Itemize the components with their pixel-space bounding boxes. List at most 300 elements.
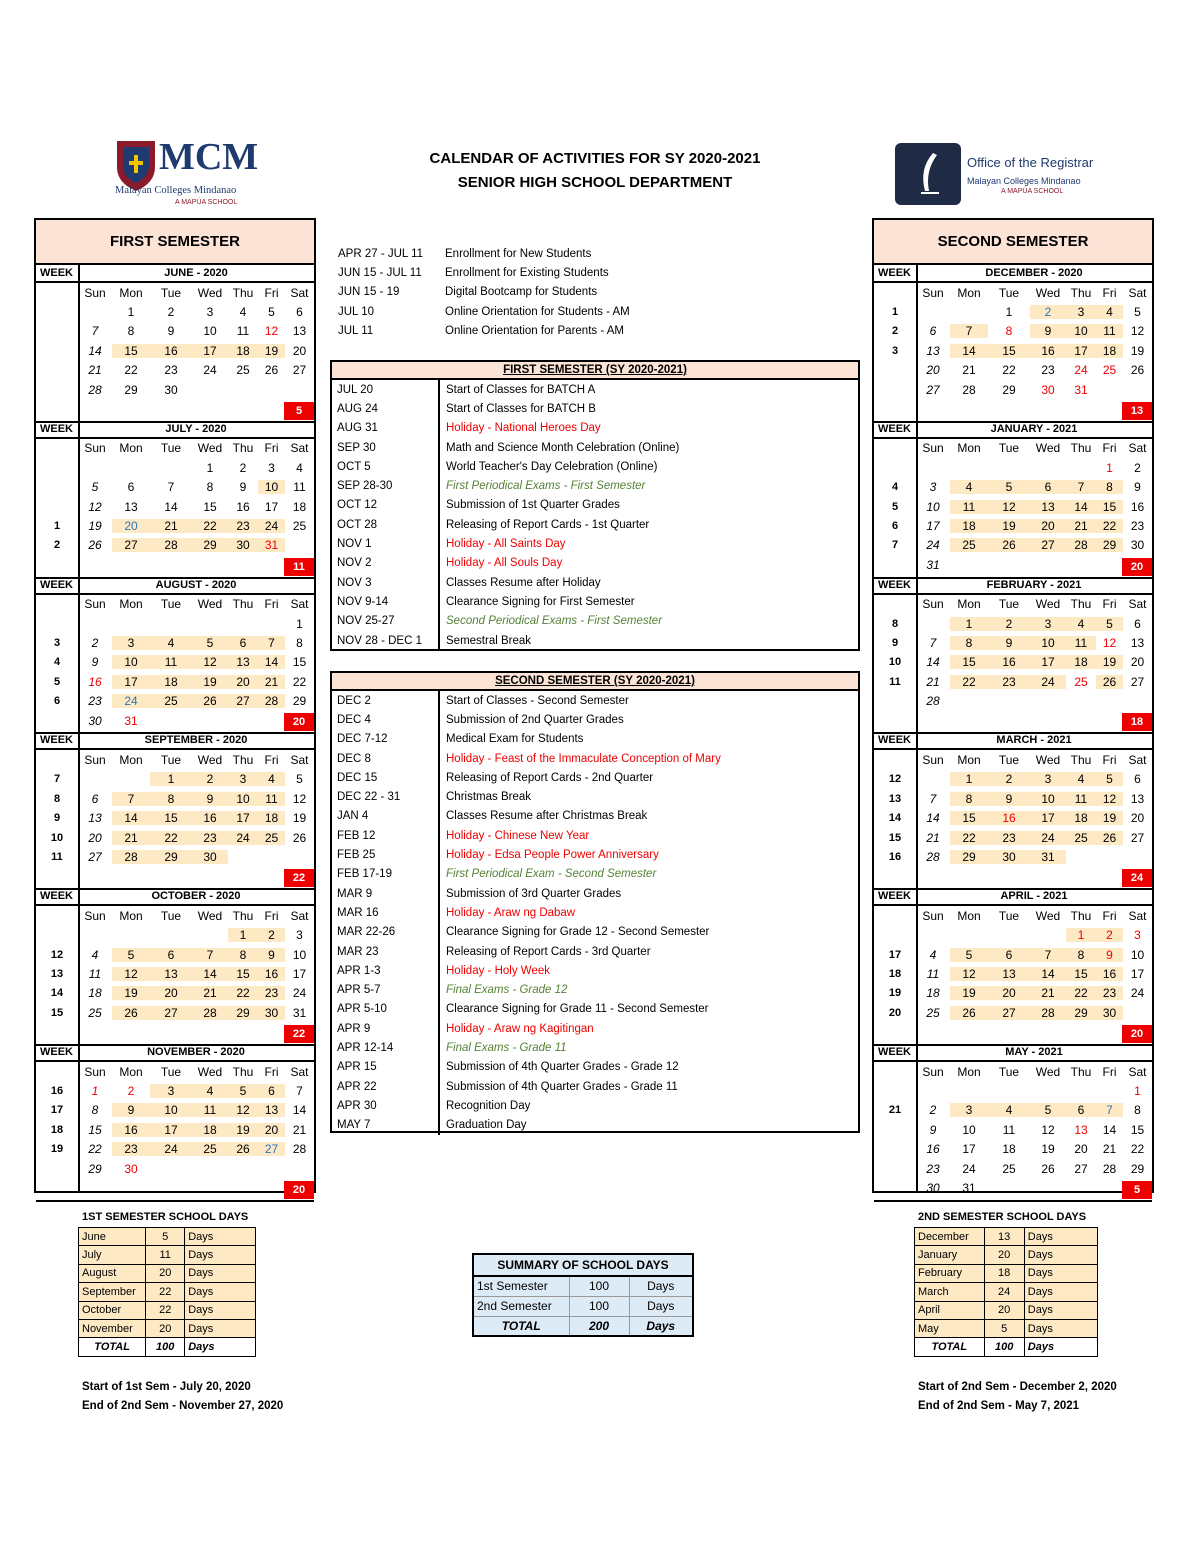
day-cell: 27 (88, 850, 102, 865)
summary-unit: Days (629, 1296, 693, 1316)
weekday-label: Wed (197, 1064, 223, 1079)
activity-desc: Recognition Day (446, 1099, 531, 1112)
calendar-week-row (874, 964, 1152, 983)
calendar-week-row (36, 536, 314, 555)
activity-desc: First Periodical Exam - Second Semester (446, 868, 657, 881)
day-cell: 3 (929, 480, 937, 495)
day-cell: 1 (1106, 460, 1113, 475)
month-block (874, 421, 1152, 577)
day-cell: 28 (926, 694, 940, 709)
day-cell: 2 (91, 636, 99, 651)
day-cell: 9 (112, 1103, 150, 1117)
weekday-row (36, 750, 314, 769)
activity-date: MAR 23 (332, 942, 440, 961)
day-cell: 7 (91, 324, 99, 339)
week-number: 10 (888, 656, 902, 669)
summary-title: SUMMARY OF SCHOOL DAYS (473, 1254, 693, 1276)
day-cell: 6 (91, 791, 99, 806)
weekday-label: Wed (1035, 285, 1061, 300)
weekday-label: Mon (119, 908, 143, 923)
day-cell: 5 (950, 948, 988, 962)
day-cell: 24 (926, 538, 940, 553)
day-cell: 10 (150, 1103, 192, 1117)
day-cell: 19 (228, 1123, 258, 1137)
day-cell: 7 (112, 792, 150, 806)
calendar-week-row (874, 672, 1152, 691)
weekday-label: Thu (1070, 597, 1092, 612)
month-name: JANUARY - 2021 (990, 422, 1078, 435)
weekday-label: Sat (1128, 285, 1147, 300)
day-cell: 13 (292, 324, 307, 339)
month-day-count: 20 (284, 1181, 314, 1199)
activity-row (332, 515, 858, 534)
day-cell: 11 (88, 967, 102, 982)
day-cell: 31 (292, 1005, 307, 1020)
calendar-week-row (874, 847, 1152, 866)
day-cell: 25 (1102, 363, 1117, 378)
calendar-week-row (874, 692, 1152, 711)
calendar-week-row (36, 770, 314, 789)
day-cell: 7 (192, 948, 228, 962)
activity-row (332, 1019, 858, 1038)
month-day-count: 11 (284, 558, 314, 576)
activity-date: NOV 25-27 (332, 612, 440, 631)
day-cell: 14 (258, 655, 285, 669)
day-cell: 9 (988, 792, 1030, 806)
weekday-label: Thu (1070, 753, 1092, 768)
day-cell: 9 (1096, 948, 1123, 962)
calendar-week-row (874, 633, 1152, 652)
day-cell: 23 (228, 519, 258, 533)
weekday-label: Fri (1102, 753, 1117, 768)
mcm-subtitle: Malayan Colleges Mindanao (115, 185, 237, 196)
day-cell: 31 (258, 538, 285, 552)
calendar-week-row (36, 653, 314, 672)
day-cell: 27 (228, 694, 258, 708)
activity-date: MAR 9 (332, 884, 440, 903)
day-cell: 28 (88, 382, 102, 397)
day-cell: 7 (929, 791, 937, 806)
day-cell: 4 (950, 480, 988, 494)
weekday-row (874, 1062, 1152, 1081)
day-cell: 15 (1066, 967, 1096, 981)
calendar-week-row (874, 478, 1152, 497)
week-number: 12 (50, 948, 64, 961)
day-cell: 19 (192, 675, 228, 689)
day-cell: 4 (1066, 772, 1096, 786)
day-cell: 3 (112, 636, 150, 650)
first-semester-activities-title: FIRST SEMESTER (SY 2020-2021) (503, 364, 687, 376)
day-cell: 28 (962, 382, 976, 397)
activity-desc: Enrollment for Existing Students (445, 266, 609, 279)
activity-row (332, 807, 858, 826)
day-cell: 11 (1066, 792, 1096, 806)
day-cell: 20 (926, 363, 940, 378)
day-cell: 5 (1096, 617, 1123, 631)
activity-row (332, 1058, 858, 1077)
activity-date: JAN 4 (332, 807, 440, 826)
activity-date: SEP 28-30 (332, 476, 440, 495)
weekday-label: Tue (160, 753, 182, 768)
day-cell: 11 (150, 655, 192, 669)
weekday-row (874, 595, 1152, 614)
calendar-week-row (874, 809, 1152, 828)
day-cell: 6 (127, 480, 135, 495)
note-end-sem: End of 2nd Sem - November 27, 2020 (82, 1400, 284, 1412)
weekday-label: Sat (290, 1064, 309, 1079)
day-cell: 8 (1066, 948, 1096, 962)
day-cell: 18 (1002, 1142, 1016, 1157)
day-cell: 26 (1041, 1161, 1055, 1176)
day-cell: 15 (950, 811, 988, 825)
day-cell: 27 (112, 538, 150, 552)
day-cell: 7 (929, 636, 937, 651)
day-cell: 2 (929, 1103, 937, 1118)
day-cell: 13 (150, 967, 192, 981)
activity-desc: Christmas Break (446, 791, 531, 804)
week-number: 11 (889, 675, 901, 688)
weekday-label: Sun (84, 908, 106, 923)
activity-desc: Start of Classes for BATCH B (446, 402, 596, 415)
registrar-tagline: A MAPÚA SCHOOL (1001, 188, 1064, 195)
calendar-week-row (36, 399, 314, 418)
day-cell: 20 (150, 986, 192, 1000)
day-cell: 12 (1041, 1122, 1055, 1137)
activity-row (332, 438, 858, 457)
calendar-week-row (874, 770, 1152, 789)
activity-row (332, 1077, 858, 1096)
day-cell: 30 (192, 850, 228, 864)
weekday-label: Sat (1128, 597, 1147, 612)
day-cell: 19 (950, 986, 988, 1000)
day-cell: 1 (1134, 1084, 1141, 1099)
weekday-label: Sun (922, 441, 944, 456)
weekday-label: Fri (264, 285, 279, 300)
activity-row (332, 631, 858, 650)
day-cell: 6 (1134, 772, 1141, 787)
day-cell: 28 (1030, 1006, 1066, 1020)
calendar-week-row (36, 692, 314, 711)
day-cell: 10 (292, 947, 307, 962)
day-cell: 22 (124, 363, 138, 378)
activity-row (332, 612, 858, 631)
day-cell: 13 (88, 811, 102, 826)
days-row (915, 1319, 1098, 1337)
days-row (915, 1301, 1098, 1319)
day-cell: 10 (926, 499, 940, 514)
activity-date: APR 5-7 (332, 980, 440, 999)
weekday-row (36, 1062, 314, 1081)
day-cell: 12 (192, 655, 228, 669)
activity-row (333, 244, 861, 263)
week-number: 13 (50, 968, 64, 981)
weekday-label: Thu (1070, 441, 1092, 456)
activity-date: FEB 17-19 (332, 865, 440, 884)
day-cell: 15 (228, 967, 258, 981)
days-month: January (915, 1246, 985, 1264)
first-sem-days-table (78, 1227, 256, 1357)
month-block (874, 265, 1152, 421)
days-count: 13 (984, 1228, 1024, 1246)
week-number: 9 (891, 637, 899, 650)
day-cell: 26 (1096, 831, 1123, 845)
activity-date: NOV 28 - DEC 1 (332, 631, 440, 650)
activity-row (332, 710, 858, 729)
week-label: WEEK (40, 1045, 73, 1058)
day-cell: 15 (88, 1122, 102, 1137)
day-cell: 25 (258, 831, 285, 845)
activity-row (332, 730, 858, 749)
weekday-label: Tue (998, 285, 1020, 300)
day-cell: 18 (258, 811, 285, 825)
activity-row (332, 534, 858, 553)
registrar-logo (895, 143, 1120, 205)
day-cell: 8 (1134, 1103, 1141, 1118)
day-cell: 27 (258, 1142, 285, 1156)
day-cell: 25 (292, 519, 307, 534)
day-cell: 17 (150, 1123, 192, 1137)
day-cell: 26 (88, 538, 102, 553)
weekday-label: Sun (922, 753, 944, 768)
mcm-logo (115, 133, 265, 211)
day-cell: 30 (1130, 538, 1145, 553)
days-row (915, 1228, 1098, 1246)
calendar-week-row (874, 341, 1152, 360)
second-semester-activities-title: SECOND SEMESTER (SY 2020-2021) (495, 675, 695, 687)
activity-desc: Holiday - National Heroes Day (446, 422, 601, 435)
activity-desc: Final Exams - Grade 11 (446, 1041, 567, 1054)
activity-desc: Medical Exam for Students (446, 733, 584, 746)
day-cell: 22 (950, 831, 988, 845)
activity-date: SEP 30 (332, 438, 440, 457)
day-cell: 12 (1102, 636, 1117, 651)
day-cell: 22 (1002, 363, 1016, 378)
week-number: 17 (50, 1104, 64, 1117)
day-cell: 3 (296, 928, 303, 943)
weekday-label: Tue (998, 908, 1020, 923)
day-cell: 5 (1134, 305, 1141, 320)
day-cell: 28 (292, 1142, 307, 1157)
calendar-week-row (36, 1120, 314, 1139)
month-day-count: 18 (1122, 713, 1152, 731)
day-cell: 5 (228, 1084, 258, 1098)
day-cell: 14 (950, 344, 988, 358)
weekday-label: Tue (160, 908, 182, 923)
day-cell: 22 (150, 831, 192, 845)
day-cell: 27 (1074, 1161, 1088, 1176)
day-cell: 23 (164, 363, 178, 378)
activity-date: DEC 15 (332, 768, 440, 787)
day-cell: 16 (1030, 344, 1066, 358)
day-cell: 18 (926, 986, 940, 1001)
day-cell: 16 (112, 1123, 150, 1137)
weekday-label: Sat (290, 285, 309, 300)
weekday-label: Wed (1035, 597, 1061, 612)
activity-date: OCT 28 (332, 515, 440, 534)
month-header (36, 421, 314, 439)
summary-value: 100 (569, 1296, 629, 1316)
days-unit: Days (1024, 1319, 1097, 1337)
day-cell: 14 (292, 1103, 307, 1118)
day-cell: 8 (228, 948, 258, 962)
day-cell: 24 (1130, 986, 1145, 1001)
activity-desc: Holiday - All Saints Day (446, 538, 566, 551)
weekday-row (36, 906, 314, 925)
day-cell: 11 (950, 500, 988, 514)
summary-value: 100 (569, 1276, 629, 1296)
day-cell: 21 (1066, 519, 1096, 533)
calendar-week-row (874, 1140, 1152, 1159)
weekday-label: Fri (1102, 441, 1117, 456)
weekday-label: Sat (290, 908, 309, 923)
weekday-label: Wed (197, 441, 223, 456)
activity-date: NOV 3 (332, 573, 440, 592)
day-cell: 23 (1130, 519, 1145, 534)
month-header (36, 732, 314, 750)
calendar-week-row (874, 361, 1152, 380)
weekday-label: Thu (232, 597, 254, 612)
day-cell: 14 (192, 967, 228, 981)
activity-row (332, 1038, 858, 1057)
day-cell: 8 (950, 636, 988, 650)
week-number: 9 (53, 812, 61, 825)
quill-icon (895, 143, 961, 205)
days-month: June (79, 1228, 146, 1246)
month-block (874, 1044, 1152, 1200)
day-cell: 26 (292, 830, 307, 845)
activity-desc: Clearance Signing for Grade 12 - Second Semester (446, 926, 710, 939)
days-count: 20 (146, 1264, 185, 1282)
day-cell: 19 (988, 519, 1030, 533)
day-cell: 1 (150, 772, 192, 786)
day-cell: 11 (1066, 636, 1096, 650)
weekday-label: Wed (1035, 1064, 1061, 1079)
activity-date: JUL 20 (332, 380, 440, 399)
activity-row (332, 865, 858, 884)
day-cell: 17 (962, 1142, 976, 1157)
week-number: 19 (888, 987, 902, 1000)
day-cell: 5 (91, 480, 99, 495)
week-number: 6 (891, 520, 899, 533)
activity-desc: Second Periodical Exams - First Semester (446, 615, 663, 628)
day-cell: 6 (1030, 480, 1066, 494)
activity-date: FEB 12 (332, 826, 440, 845)
weekday-label: Wed (197, 285, 223, 300)
day-cell: 18 (1096, 344, 1123, 358)
calendar-week-row (36, 380, 314, 399)
day-cell: 1 (1005, 305, 1013, 320)
day-cell: 19 (112, 986, 150, 1000)
calendar-week-row (874, 302, 1152, 321)
days-month: April (915, 1301, 985, 1319)
day-cell: 31 (1030, 850, 1066, 864)
calendar-week-row (874, 653, 1152, 672)
weekday-label: Mon (119, 753, 143, 768)
day-cell: 24 (203, 363, 217, 378)
summary-label: 1st Semester (473, 1276, 569, 1296)
days-unit: Days (185, 1264, 256, 1282)
day-cell: 25 (1002, 1161, 1016, 1176)
day-cell: 9 (929, 1122, 937, 1137)
month-name: NOVEMBER - 2020 (147, 1045, 245, 1058)
calendar-week-row (874, 711, 1152, 730)
month-header (874, 732, 1152, 750)
month-name: DECEMBER - 2020 (985, 267, 1083, 279)
activity-row (332, 573, 858, 592)
summary-total-label: TOTAL (473, 1316, 569, 1336)
activity-desc: Classes Resume after Christmas Break (446, 810, 648, 823)
day-cell: 7 (1096, 1103, 1123, 1117)
activity-row (332, 884, 858, 903)
days-row (79, 1283, 256, 1301)
activity-desc: Classes Resume after Holiday (446, 576, 601, 589)
weekday-label: Sat (1128, 908, 1147, 923)
day-cell: 17 (1030, 655, 1066, 669)
weekday-label: Tue (160, 441, 182, 456)
activity-row (332, 961, 858, 980)
weekday-label: Wed (1035, 908, 1061, 923)
month-name: APRIL - 2021 (1000, 890, 1068, 903)
calendar-week-row (874, 322, 1152, 341)
weekday-label: Fri (264, 753, 279, 768)
activity-desc: Releasing of Report Cards - 3rd Quarter (446, 945, 651, 958)
day-cell: 29 (1130, 1161, 1145, 1176)
day-cell: 30 (164, 382, 178, 397)
day-cell: 19 (1096, 811, 1123, 825)
day-cell: 13 (1030, 500, 1066, 514)
day-cell: 24 (962, 1161, 976, 1176)
month-block (36, 265, 314, 421)
activity-desc: Holiday - Feast of the Immaculate Conception of Mary (446, 752, 721, 765)
activity-date: APR 30 (332, 1096, 440, 1115)
week-number: 5 (891, 500, 899, 513)
activity-row (332, 749, 858, 768)
day-cell: 13 (228, 655, 258, 669)
calendar-week-row (874, 828, 1152, 847)
days-unit: Days (1024, 1283, 1097, 1301)
month-day-count: 20 (284, 713, 314, 731)
days-total-row (79, 1338, 256, 1356)
day-cell: 9 (192, 792, 228, 806)
day-cell: 28 (1066, 538, 1096, 552)
day-cell: 26 (112, 1006, 150, 1020)
activity-desc: Submission of 2nd Quarter Grades (446, 713, 624, 726)
weekday-label: Tue (160, 1064, 182, 1079)
day-cell: 14 (88, 343, 102, 358)
day-cell: 3 (1134, 928, 1141, 943)
activity-date: APR 12-14 (332, 1038, 440, 1057)
days-unit: Days (1024, 1228, 1097, 1246)
day-cell: 24 (1030, 831, 1066, 845)
days-row (79, 1301, 256, 1319)
week-number: 13 (888, 792, 902, 805)
day-cell: 16 (1130, 499, 1145, 514)
day-cell: 13 (988, 967, 1030, 981)
activity-row (332, 592, 858, 611)
activity-date: MAR 22-26 (332, 923, 440, 942)
calendar-week-row (36, 633, 314, 652)
day-cell: 11 (192, 1103, 228, 1117)
calendar-week-row (36, 1081, 314, 1100)
activity-row (332, 1096, 858, 1115)
activity-row (332, 691, 858, 710)
weekday-label: Tue (998, 597, 1020, 612)
day-cell: 13 (1130, 791, 1145, 806)
month-block (36, 732, 314, 888)
month-block (874, 888, 1152, 1044)
week-label: WEEK (878, 890, 911, 903)
activity-date: FEB 25 (332, 845, 440, 864)
